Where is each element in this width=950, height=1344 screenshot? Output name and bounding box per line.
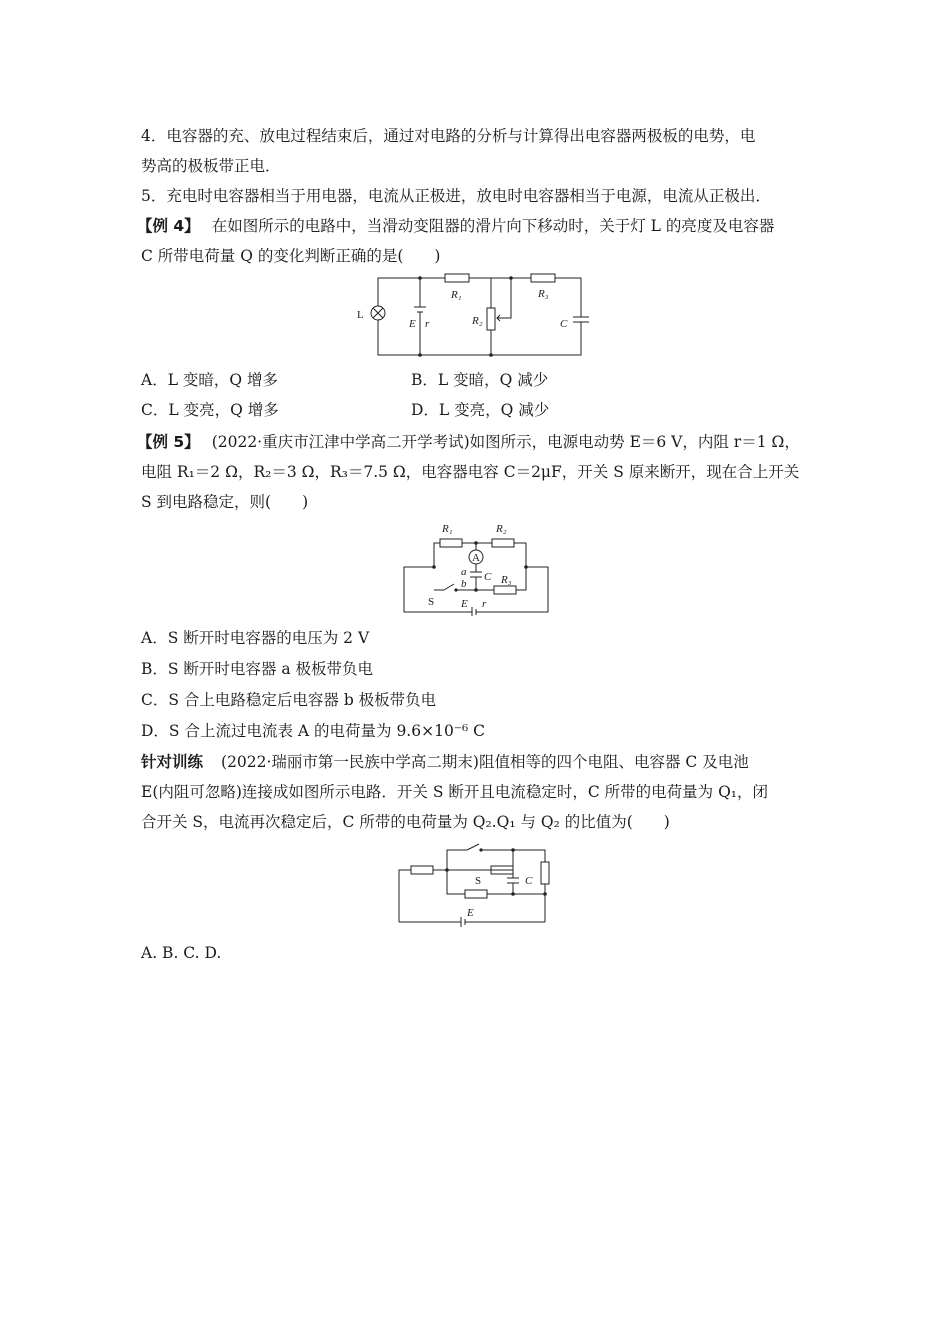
training-stem-line2: E(内阻可忽略)连接成如图所示电路．开关 S 断开且电流稳定时，C 所带的电荷量为 Q₁，闭 (141, 783, 769, 801)
note-4-line1: 4．电容器的充、放电过程结束后，通过对电路的分析与计算得出电容器两极板的电势，电 (141, 127, 756, 145)
label-plate-b: b (461, 578, 467, 590)
label-emf-e: E (467, 907, 474, 919)
resistor-r1 (445, 274, 469, 282)
label-r3: R₃ (501, 574, 512, 586)
label-r2: R₂ (496, 523, 507, 535)
example4-option-c: C．L 变亮，Q 增多 (141, 401, 279, 419)
label-capacitor-c: C (560, 318, 568, 330)
training-options: A. B. C. D. (141, 944, 222, 962)
example5-option-d: D．S 合上流过电流表 A 的电荷量为 9.6×10⁻⁶ C (141, 722, 485, 740)
training-circuit-diagram (395, 842, 557, 930)
switch-s (467, 844, 479, 850)
example5-option-a: A．S 断开时电容器的电压为 2 V (141, 629, 370, 647)
example4-stem-line2: C 所带电荷量 Q 的变化判断正确的是( ) (141, 247, 441, 265)
example4-stem-line1: 【例 4】 在如图所示的电路中，当滑动变阻器的滑片向下移动时，关于灯 L 的亮度及电容器 (137, 217, 775, 235)
label-emf-e: E (409, 318, 416, 330)
example4-circuit-diagram (355, 272, 595, 362)
training-stem-line1: 针对训练 (2022·瑞丽市第一民族中学高二期末)阻值相等的四个电阻、电容器 C 及电池 (141, 753, 749, 771)
label-emf-e: E (461, 598, 468, 610)
example5-stem-line1: 【例 5】 (2022·重庆市江津中学高二开学考试)如图所示，电源电动势 E＝6 V，内阻 r＝1 Ω， (137, 433, 800, 451)
example5-label: 【例 5】 (137, 433, 200, 451)
example4-option-d: D．L 变亮，Q 减少 (411, 401, 550, 419)
label-lamp-l: L (357, 309, 364, 321)
resistor-r2 (492, 539, 514, 547)
resistor-bottom (465, 890, 487, 898)
label-capacitor-c: C (525, 875, 533, 887)
resistor-r3 (494, 586, 516, 594)
resistor-r1 (440, 539, 462, 547)
example4-option-a: A．L 变暗，Q 增多 (141, 371, 279, 389)
label-plate-a: a (461, 566, 467, 578)
example5-stem-line2: 电阻 R₁＝2 Ω，R₂＝3 Ω，R₃＝7.5 Ω，电容器电容 C＝2μF，开关 S 原来断开，现在合上开关 (141, 463, 800, 481)
label-internal-r: r (425, 318, 430, 330)
switch-s (444, 584, 454, 590)
label-r1: R₁ (442, 523, 453, 535)
example5-circuit-diagram (400, 518, 552, 616)
label-r1: R₁ (451, 289, 462, 301)
resistor-right (541, 862, 549, 884)
label-r3: R₃ (538, 288, 549, 300)
label-r2: R₂ (472, 315, 483, 327)
example5-option-b: B．S 断开时电容器 a 极板带负电 (141, 660, 374, 678)
label-switch-s: S (428, 596, 435, 608)
example5-option-c: C．S 合上电路稳定后电容器 b 极板带负电 (141, 691, 437, 709)
training-stem-line3: 合开关 S，电流再次稳定后，C 所带的电荷量为 Q₂.Q₁ 与 Q₂ 的比值为( ) (141, 813, 670, 831)
rheostat-r2 (487, 308, 495, 330)
resistor-left (411, 866, 433, 874)
label-switch-s: S (475, 875, 482, 887)
label-ammeter-a: A (472, 552, 480, 564)
resistor-r3 (531, 274, 555, 282)
note-5: 5．充电时电容器相当于用电器，电流从正极进，放电时电容器相当于电源，电流从正极出． (141, 187, 771, 205)
label-internal-r: r (482, 598, 487, 610)
training-label: 针对训练 (141, 753, 204, 771)
note-4-line2: 势高的极板带正电． (141, 157, 281, 175)
example4-option-b: B．L 变暗，Q 减少 (411, 371, 549, 389)
label-capacitor-c: C (484, 571, 492, 583)
example4-label: 【例 4】 (137, 217, 200, 235)
example5-stem-line3: S 到电路稳定，则( ) (141, 493, 309, 511)
